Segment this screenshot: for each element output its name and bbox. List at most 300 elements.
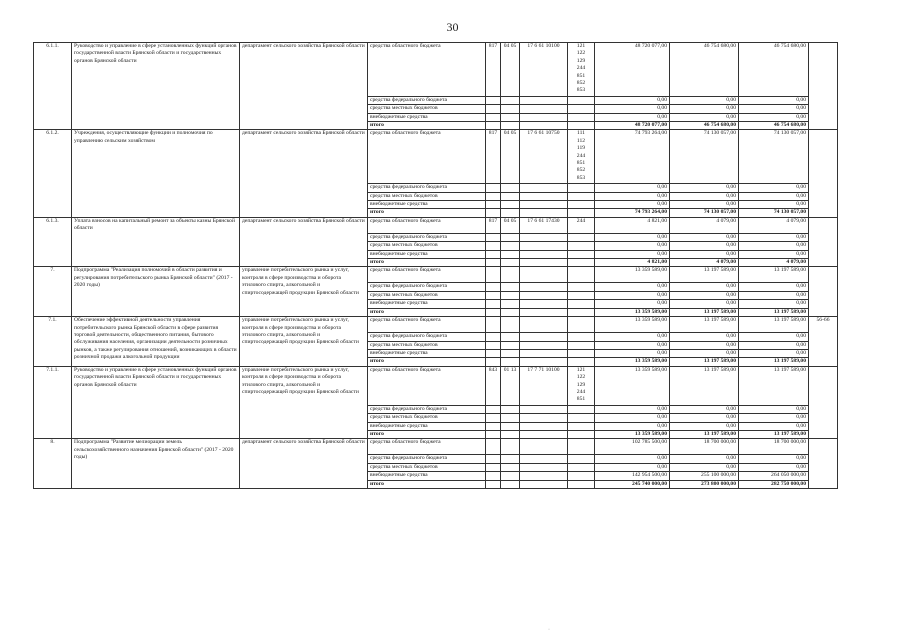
amount-year-3: 0,00 xyxy=(739,422,809,430)
source-total: итого xyxy=(368,358,486,366)
amount-year-3: 13 197 589,00 xyxy=(739,317,809,333)
empty-cell xyxy=(486,333,501,341)
amount-year-3: 13 197 589,00 xyxy=(739,267,809,283)
empty-cell xyxy=(501,300,520,308)
empty-cell xyxy=(520,291,568,299)
empty-cell xyxy=(501,414,520,422)
target-indicator xyxy=(809,217,838,267)
amount-year-3: 13 197 589,00 xyxy=(739,430,809,438)
rzpr-code xyxy=(501,317,520,333)
row-name: Учреждения, осуществляющие функции и полномочия по управлению сельским хозяйством xyxy=(72,130,240,217)
row-name: Руководство и управление в сфере установленных функций органов государственной власти Брянской области и государственных органов Брянской области xyxy=(72,43,240,130)
empty-cell xyxy=(501,405,520,413)
amount-year-1: 0,00 xyxy=(595,333,670,341)
source-local: средства местных бюджетов xyxy=(368,463,486,471)
vr-code: 851 xyxy=(576,72,586,79)
empty-cell xyxy=(520,242,568,250)
amount-year-3: 0,00 xyxy=(739,242,809,250)
empty-cell xyxy=(568,250,595,258)
empty-cell xyxy=(520,201,568,209)
vr-code: 244 xyxy=(576,217,586,224)
source-total: итого xyxy=(368,308,486,316)
amount-year-1: 0,00 xyxy=(595,184,670,192)
amount-year-2: 0,00 xyxy=(670,455,739,463)
empty-cell xyxy=(501,472,520,480)
source-regional: средства областного бюджета xyxy=(368,366,486,405)
empty-cell xyxy=(486,358,501,366)
empty-cell xyxy=(486,300,501,308)
target-indicator xyxy=(809,130,838,217)
amount-year-2: 18 700 000,00 xyxy=(670,439,739,455)
empty-cell xyxy=(501,259,520,267)
empty-cell xyxy=(501,333,520,341)
empty-cell xyxy=(520,430,568,438)
empty-cell xyxy=(501,201,520,209)
csr-code xyxy=(520,267,568,283)
amount-year-3: 282 750 000,00 xyxy=(739,480,809,488)
source-regional: средства областного бюджета xyxy=(368,43,486,97)
source-extra: внебюджетные средства xyxy=(368,201,486,209)
vr-codes xyxy=(568,317,595,333)
row-executor: департамент сельского хозяйства Брянской области xyxy=(240,217,368,267)
source-local: средства местных бюджетов xyxy=(368,341,486,349)
empty-cell xyxy=(501,422,520,430)
csr-code: 17 6 61 10100 xyxy=(520,43,568,97)
empty-cell xyxy=(520,422,568,430)
amount-year-2: 74 130 057,00 xyxy=(670,209,739,217)
amount-year-2: 0,00 xyxy=(670,283,739,291)
table-row xyxy=(34,317,838,333)
amount-year-1: 0,00 xyxy=(595,201,670,209)
amount-year-3: 0,00 xyxy=(739,201,809,209)
empty-cell xyxy=(486,283,501,291)
amount-year-3: 74 130 057,00 xyxy=(739,130,809,184)
amount-year-1: 0,00 xyxy=(595,341,670,349)
empty-cell xyxy=(568,113,595,121)
amount-year-2: 0,00 xyxy=(670,113,739,121)
empty-cell xyxy=(486,341,501,349)
vr-code: 851 xyxy=(576,160,586,167)
csr-code xyxy=(520,317,568,333)
amount-year-3: 0,00 xyxy=(739,341,809,349)
source-extra: внебюджетные средства xyxy=(368,472,486,480)
grbs-code xyxy=(486,317,501,333)
empty-cell xyxy=(486,192,501,200)
row-name: Подпрограмма "Реализация полномочий в области развития и регулирования потребительского рынка Брянской области" (2017 - 2020 годы) xyxy=(72,267,240,317)
source-local: средства местных бюджетов xyxy=(368,192,486,200)
amount-year-3: 13 197 589,00 xyxy=(739,366,809,405)
grbs-code: 817 xyxy=(486,217,501,233)
source-federal: средства федерального бюджета xyxy=(368,96,486,104)
amount-year-2: 0,00 xyxy=(670,192,739,200)
source-extra: внебюджетные средства xyxy=(368,113,486,121)
amount-year-2: 0,00 xyxy=(670,341,739,349)
row-number: 6.1.2. xyxy=(34,130,72,217)
amount-year-2: 0,00 xyxy=(670,184,739,192)
empty-cell xyxy=(486,96,501,104)
source-total: итого xyxy=(368,480,486,488)
rzpr-code: 04 05 xyxy=(501,217,520,233)
amount-year-1: 142 954 500,00 xyxy=(595,472,670,480)
empty-cell xyxy=(568,291,595,299)
amount-year-3: 0,00 xyxy=(739,184,809,192)
amount-year-2: 46 754 680,00 xyxy=(670,122,739,130)
amount-year-1: 0,00 xyxy=(595,405,670,413)
empty-cell xyxy=(486,480,501,488)
empty-cell xyxy=(486,455,501,463)
empty-cell xyxy=(520,259,568,267)
source-federal: средства федерального бюджета xyxy=(368,333,486,341)
source-federal: средства федерального бюджета xyxy=(368,283,486,291)
vr-code: 851 xyxy=(576,396,586,403)
amount-year-3: 0,00 xyxy=(739,349,809,357)
amount-year-3: 0,00 xyxy=(739,105,809,113)
page-number: 30 xyxy=(446,20,459,34)
amount-year-2: 0,00 xyxy=(670,96,739,104)
vr-code: 244 xyxy=(576,65,586,72)
source-regional: средства областного бюджета xyxy=(368,130,486,184)
vr-codes xyxy=(568,43,595,97)
amount-year-1: 0,00 xyxy=(595,422,670,430)
amount-year-1: 0,00 xyxy=(595,250,670,258)
empty-cell xyxy=(520,113,568,121)
source-local: средства местных бюджетов xyxy=(368,105,486,113)
empty-cell xyxy=(520,349,568,357)
empty-cell xyxy=(520,283,568,291)
grbs-code: 817 xyxy=(486,43,501,97)
empty-cell xyxy=(520,463,568,471)
table-row xyxy=(34,366,838,405)
amount-year-3: 0,00 xyxy=(739,333,809,341)
amount-year-2: 0,00 xyxy=(670,333,739,341)
empty-cell xyxy=(501,308,520,316)
empty-cell xyxy=(486,122,501,130)
vr-code: 129 xyxy=(576,57,586,64)
empty-cell xyxy=(486,430,501,438)
empty-cell xyxy=(501,184,520,192)
amount-year-1: 74 793 264,00 xyxy=(595,130,670,184)
amount-year-3: 0,00 xyxy=(739,96,809,104)
row-name: Руководство и управление в сфере установленных функций органов государственной власти Брянской области и государственных органов Брянской области xyxy=(72,366,240,439)
empty-cell xyxy=(568,259,595,267)
amount-year-2: 4 079,00 xyxy=(670,217,739,233)
amount-year-2: 4 079,00 xyxy=(670,259,739,267)
empty-cell xyxy=(520,455,568,463)
amount-year-2: 0,00 xyxy=(670,242,739,250)
csr-code: 17 7 71 10100 xyxy=(520,366,568,405)
empty-cell xyxy=(501,480,520,488)
amount-year-1: 0,00 xyxy=(595,96,670,104)
empty-cell xyxy=(568,422,595,430)
row-executor: департамент сельского хозяйства Брянской области xyxy=(240,439,368,489)
empty-cell xyxy=(486,349,501,357)
amount-year-1: 74 793 264,00 xyxy=(595,209,670,217)
grbs-code xyxy=(486,267,501,283)
source-extra: внебюджетные средства xyxy=(368,422,486,430)
amount-year-3: 46 754 680,00 xyxy=(739,122,809,130)
empty-cell xyxy=(520,184,568,192)
amount-year-2: 0,00 xyxy=(670,463,739,471)
rzpr-code xyxy=(501,439,520,455)
source-extra: внебюджетные средства xyxy=(368,250,486,258)
amount-year-3: 0,00 xyxy=(739,463,809,471)
source-total: итого xyxy=(368,430,486,438)
table-row xyxy=(34,217,838,233)
amount-year-3: 46 754 680,00 xyxy=(739,43,809,97)
empty-cell xyxy=(520,192,568,200)
vr-code: 244 xyxy=(576,388,586,395)
table-row xyxy=(34,439,838,455)
empty-cell xyxy=(501,291,520,299)
empty-cell xyxy=(568,358,595,366)
amount-year-3: 264 050 000,00 xyxy=(739,472,809,480)
empty-cell xyxy=(520,333,568,341)
source-federal: средства федерального бюджета xyxy=(368,184,486,192)
vr-code: 852 xyxy=(576,167,586,174)
empty-cell xyxy=(568,122,595,130)
empty-cell xyxy=(486,414,501,422)
source-extra: внебюджетные средства xyxy=(368,300,486,308)
csr-code: 17 6 61 17430 xyxy=(520,217,568,233)
empty-cell xyxy=(501,96,520,104)
vr-code: 852 xyxy=(576,80,586,87)
amount-year-2: 0,00 xyxy=(670,250,739,258)
empty-cell xyxy=(568,300,595,308)
source-federal: средства федерального бюджета xyxy=(368,455,486,463)
row-executor: управление потребительского рынка и услуг, контроля в сфере производства и оборота этилового спирта, алкогольной и спиртосодержащей продукции Брянской области xyxy=(240,317,368,367)
empty-cell xyxy=(520,250,568,258)
amount-year-2: 13 197 589,00 xyxy=(670,366,739,405)
empty-cell xyxy=(568,349,595,357)
amount-year-2: 273 800 000,00 xyxy=(670,480,739,488)
source-regional: средства областного бюджета xyxy=(368,217,486,233)
row-executor: департамент сельского хозяйства Брянской области xyxy=(240,130,368,217)
amount-year-1: 4 821,00 xyxy=(595,217,670,233)
empty-cell xyxy=(520,105,568,113)
empty-cell xyxy=(486,105,501,113)
amount-year-1: 13 359 589,00 xyxy=(595,317,670,333)
empty-cell xyxy=(520,233,568,241)
empty-cell xyxy=(501,250,520,258)
amount-year-3: 13 197 589,00 xyxy=(739,358,809,366)
empty-cell xyxy=(486,233,501,241)
row-number: 6.1.3. xyxy=(34,217,72,267)
empty-cell xyxy=(568,333,595,341)
row-number: 8. xyxy=(34,439,72,489)
row-executor: управление потребительского рынка и услуг, контроля в сфере производства и оборота этилового спирта, алкогольной и спиртосодержащей продукции Брянской области xyxy=(240,267,368,317)
vr-code: 244 xyxy=(576,152,586,159)
empty-cell xyxy=(486,184,501,192)
amount-year-1: 0,00 xyxy=(595,291,670,299)
empty-cell xyxy=(486,242,501,250)
row-number: 7.1. xyxy=(34,317,72,367)
empty-cell xyxy=(568,192,595,200)
row-name: Уплата взносов на капитальный ремонт за объекты казны Брянской области xyxy=(72,217,240,267)
empty-cell xyxy=(568,455,595,463)
amount-year-1: 13 359 589,00 xyxy=(595,366,670,405)
vr-code: 111 xyxy=(577,130,585,137)
vr-code: 129 xyxy=(576,381,586,388)
amount-year-1: 48 720 077,00 xyxy=(595,122,670,130)
amount-year-3: 13 197 589,00 xyxy=(739,308,809,316)
empty-cell xyxy=(486,291,501,299)
row-name: Подпрограмма "Развитие мелиорации земель сельскохозяйственного назначения Брянской области" (2017 - 2020 годы) xyxy=(72,439,240,489)
vr-code: 122 xyxy=(576,50,586,57)
grbs-code: 843 xyxy=(486,366,501,405)
row-executor: управление потребительского рынка и услуг, контроля в сфере производства и оборота этилового спирта, алкогольной и спиртосодержащей продукции Брянской области xyxy=(240,366,368,439)
empty-cell xyxy=(501,455,520,463)
table-body xyxy=(34,43,838,489)
table-row xyxy=(34,130,838,184)
empty-cell xyxy=(501,283,520,291)
amount-year-1: 0,00 xyxy=(595,105,670,113)
empty-cell xyxy=(568,105,595,113)
rzpr-code xyxy=(501,267,520,283)
amount-year-1: 0,00 xyxy=(595,349,670,357)
row-number: 6.1.1. xyxy=(34,43,72,130)
amount-year-2: 0,00 xyxy=(670,105,739,113)
source-federal: средства федерального бюджета xyxy=(368,405,486,413)
amount-year-1: 13 359 589,00 xyxy=(595,358,670,366)
amount-year-2: 13 197 589,00 xyxy=(670,317,739,333)
amount-year-1: 0,00 xyxy=(595,414,670,422)
empty-cell xyxy=(520,96,568,104)
budget-table xyxy=(33,42,838,489)
empty-cell xyxy=(501,341,520,349)
empty-cell xyxy=(486,250,501,258)
amount-year-2: 0,00 xyxy=(670,201,739,209)
source-local: средства местных бюджетов xyxy=(368,414,486,422)
empty-cell xyxy=(568,405,595,413)
empty-cell xyxy=(520,405,568,413)
source-total: итого xyxy=(368,209,486,217)
source-federal: средства федерального бюджета xyxy=(368,233,486,241)
amount-year-1: 13 359 589,00 xyxy=(595,308,670,316)
empty-cell xyxy=(501,358,520,366)
empty-cell xyxy=(568,480,595,488)
amount-year-2: 13 197 589,00 xyxy=(670,308,739,316)
amount-year-3: 0,00 xyxy=(739,233,809,241)
amount-year-2: 13 197 589,00 xyxy=(670,430,739,438)
amount-year-2: 46 754 680,00 xyxy=(670,43,739,97)
amount-year-2: 0,00 xyxy=(670,414,739,422)
vr-codes xyxy=(568,267,595,283)
amount-year-3: 0,00 xyxy=(739,405,809,413)
amount-year-1: 0,00 xyxy=(595,463,670,471)
amount-year-2: 74 130 057,00 xyxy=(670,130,739,184)
row-number: 7.1.1. xyxy=(34,366,72,439)
source-total: итого xyxy=(368,259,486,267)
amount-year-3: 4 079,00 xyxy=(739,259,809,267)
amount-year-1: 0,00 xyxy=(595,233,670,241)
empty-cell xyxy=(501,233,520,241)
empty-cell xyxy=(501,242,520,250)
amount-year-2: 0,00 xyxy=(670,405,739,413)
empty-cell xyxy=(486,405,501,413)
grbs-code xyxy=(486,439,501,455)
empty-cell xyxy=(568,341,595,349)
amount-year-1: 0,00 xyxy=(595,283,670,291)
empty-cell xyxy=(486,463,501,471)
empty-cell xyxy=(501,349,520,357)
source-regional: средства областного бюджета xyxy=(368,317,486,333)
vr-code: 853 xyxy=(576,174,586,181)
row-name: Обеспечение эффективной деятельности управления потребительского рынка Брянской области в сфере развития торговой деятельности, общественного питания, бытового обслуживания населения, организации деятельности розничных рынков, а также регулирования отношений, возникающих в области розничной продажи алкогольной продукции xyxy=(72,317,240,367)
amount-year-1: 0,00 xyxy=(595,300,670,308)
empty-cell xyxy=(568,414,595,422)
amount-year-1: 48 720 077,00 xyxy=(595,43,670,97)
empty-cell xyxy=(520,414,568,422)
empty-cell xyxy=(501,113,520,121)
empty-cell xyxy=(501,192,520,200)
target-indicator xyxy=(809,43,838,130)
amount-year-2: 0,00 xyxy=(670,349,739,357)
amount-year-1: 0,00 xyxy=(595,113,670,121)
table-row xyxy=(34,43,838,97)
amount-year-2: 13 197 589,00 xyxy=(670,358,739,366)
empty-cell xyxy=(568,233,595,241)
empty-cell xyxy=(486,259,501,267)
rzpr-code: 04 05 xyxy=(501,43,520,97)
vr-code: 121 xyxy=(576,43,586,49)
empty-cell xyxy=(520,209,568,217)
source-regional: средства областного бюджета xyxy=(368,267,486,283)
empty-cell xyxy=(568,430,595,438)
row-executor: департамент сельского хозяйства Брянской области xyxy=(240,43,368,130)
table-row xyxy=(34,267,838,283)
empty-cell xyxy=(486,308,501,316)
vr-code: 853 xyxy=(576,87,586,94)
amount-year-1: 13 359 589,00 xyxy=(595,430,670,438)
grbs-code: 817 xyxy=(486,130,501,184)
empty-cell xyxy=(520,122,568,130)
empty-cell xyxy=(568,308,595,316)
vr-code: 122 xyxy=(576,374,586,381)
rzpr-code: 04 05 xyxy=(501,130,520,184)
amount-year-2: 13 197 589,00 xyxy=(670,267,739,283)
amount-year-1: 245 740 000,00 xyxy=(595,480,670,488)
csr-code xyxy=(520,439,568,455)
source-extra: внебюджетные средства xyxy=(368,349,486,357)
empty-cell xyxy=(568,201,595,209)
empty-cell xyxy=(568,283,595,291)
amount-year-1: 4 821,00 xyxy=(595,259,670,267)
target-indicator: 56-66 xyxy=(809,317,838,367)
amount-year-2: 0,00 xyxy=(670,233,739,241)
amount-year-3: 18 700 000,00 xyxy=(739,439,809,455)
empty-cell xyxy=(501,105,520,113)
empty-cell xyxy=(501,122,520,130)
source-regional: средства областного бюджета xyxy=(368,439,486,455)
csr-code: 17 6 61 10750 xyxy=(520,130,568,184)
empty-cell xyxy=(486,201,501,209)
empty-cell xyxy=(568,242,595,250)
empty-cell xyxy=(568,472,595,480)
source-total: итого xyxy=(368,122,486,130)
amount-year-3: 0,00 xyxy=(739,291,809,299)
empty-cell xyxy=(501,430,520,438)
amount-year-3: 0,00 xyxy=(739,455,809,463)
amount-year-3: 4 079,00 xyxy=(739,217,809,233)
amount-year-3: 0,00 xyxy=(739,414,809,422)
rzpr-code: 01 13 xyxy=(501,366,520,405)
amount-year-2: 255 100 000,00 xyxy=(670,472,739,480)
empty-cell xyxy=(568,184,595,192)
empty-cell xyxy=(486,209,501,217)
amount-year-3: 0,00 xyxy=(739,300,809,308)
amount-year-3: 0,00 xyxy=(739,250,809,258)
amount-year-2: 0,00 xyxy=(670,300,739,308)
